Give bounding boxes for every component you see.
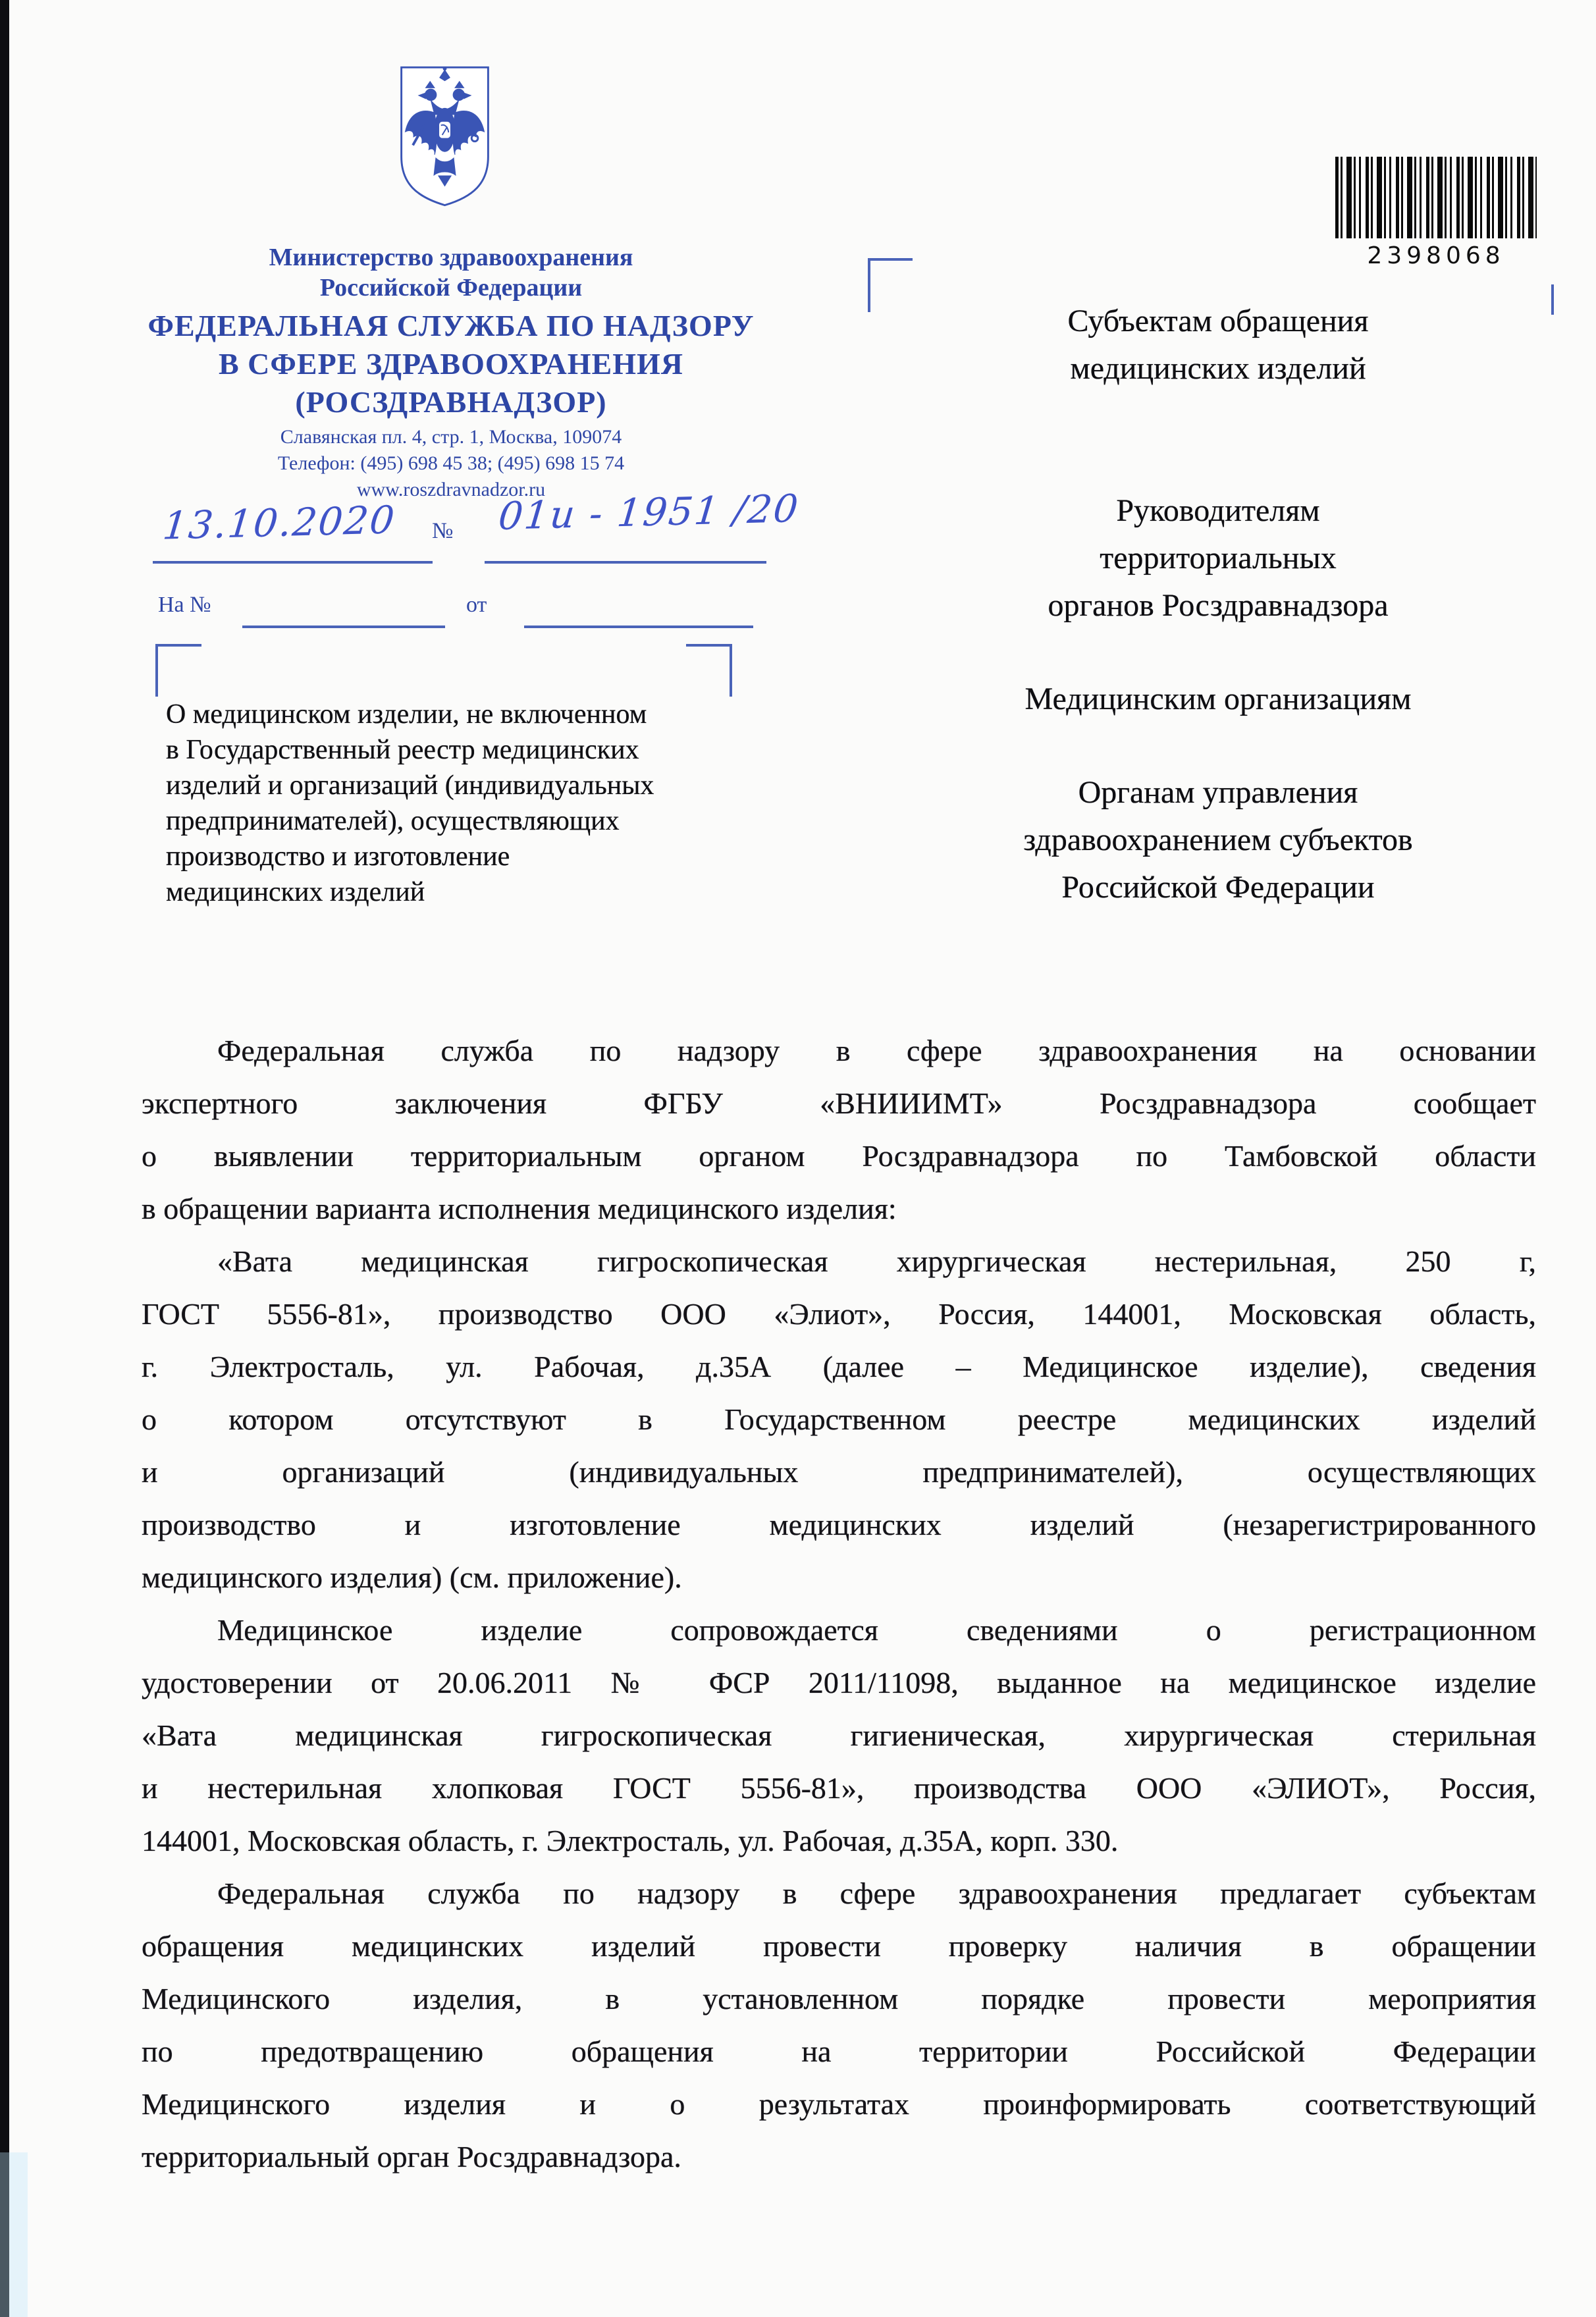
recipient-group-2	[915, 487, 1521, 629]
recipient-group-1	[915, 298, 1521, 392]
subject-line: в Государственный реестр медицинских	[166, 735, 639, 765]
subject-line: О медицинском изделии, не включенном	[166, 699, 647, 730]
body-paragraph	[142, 1604, 1536, 1867]
recipient-group-3	[915, 676, 1521, 723]
body-line: «Вата медицинская гигроскопическая хирургическая нестерильная, 250 г,	[217, 1244, 1536, 1278]
letterhead-ministry	[138, 242, 764, 303]
recipient-line: здравоохранением субъектов	[1023, 822, 1413, 857]
ministry-line-2: Российской Федерации	[319, 274, 583, 302]
recipient-corner-mark	[868, 258, 913, 312]
body-line: г. Электросталь, ул. Рабочая, д.35А (далее – Медицинское изделие), сведения	[142, 1350, 1536, 1383]
reply-to-label: На №	[158, 593, 211, 617]
scan-tint-artifact	[0, 2152, 28, 2317]
body-line: обращения медицинских изделий провести проверку наличия в обращении	[142, 1929, 1536, 1963]
corner-mark-right	[686, 644, 732, 697]
recipient-line: медицинских изделий	[1070, 351, 1366, 386]
handwritten-number: 01и - 1951 /20	[496, 486, 801, 539]
recipient-line: Органам управления	[1078, 775, 1358, 810]
barcode-digits: 2398068	[1367, 242, 1505, 269]
body-paragraph	[142, 1867, 1536, 2183]
body-line: Федеральная служба по надзору в сфере здравоохранения предлагает субъектам	[217, 1877, 1536, 1910]
double-headed-eagle-icon	[394, 61, 496, 211]
recipient-line: Субъектам обращения	[1067, 304, 1369, 338]
handwritten-date: 13.10.2020	[161, 497, 398, 548]
reply-number-blank-underline	[242, 626, 445, 628]
right-edge-tick-mark	[1551, 284, 1554, 315]
service-line-2: В СФЕРЕ ЗДРАВООХРАНЕНИЯ	[219, 347, 683, 381]
letterhead-service-name	[138, 307, 764, 421]
recipient-line: Руководителям	[1116, 493, 1320, 528]
reply-date-blank-underline	[524, 626, 753, 628]
subject-line: изделий и организаций (индивидуальных	[166, 770, 654, 801]
body-line: о выявлении территориальным органом Росздравнадзора по Тамбовской области	[142, 1139, 1536, 1173]
subject-block	[166, 697, 772, 910]
body-line: Медицинского изделия, в установленном порядке провести мероприятия	[142, 1982, 1536, 2015]
body-line: производство и изготовление медицинских изделий (незарегистрированного	[142, 1508, 1536, 1541]
subject-line: предпринимателей), осуществляющих	[166, 806, 620, 836]
letterhead-website: www.roszdravnadzor.ru	[356, 479, 546, 500]
body-line: в обращении варианта исполнения медицинского изделия:	[142, 1192, 897, 1225]
letterhead-address: Славянская пл. 4, стр. 1, Москва, 109074	[280, 426, 622, 448]
body-line: «Вата медицинская гигроскопическая гигиеническая, хирургическая стерильная	[142, 1718, 1536, 1752]
subject-line: медицинских изделий	[166, 877, 425, 907]
number-sign-label: №	[432, 519, 454, 543]
body-line: Медицинское изделие сопровождается сведениями о регистрационном	[217, 1613, 1536, 1647]
recipient-line: Медицинским организациям	[1024, 681, 1412, 716]
number-underline	[485, 561, 766, 564]
body-line: о котором отсутствуют в Государственном реестре медицинских изделий	[142, 1402, 1536, 1436]
barcode	[1335, 157, 1537, 238]
recipient-line: Российской Федерации	[1061, 870, 1375, 905]
body-paragraph	[142, 1235, 1536, 1604]
recipient-line: органов Росздравнадзора	[1048, 588, 1389, 623]
body-line: удостоверении от 20.06.2011 № ФСР 2011/11098, выданное на медицинское изделие	[142, 1666, 1536, 1699]
body-line: Федеральная служба по надзору в сфере здравоохранения на основании	[217, 1034, 1536, 1067]
body-line: и организаций (индивидуальных предпринимателей), осуществляющих	[142, 1455, 1536, 1489]
letter-body	[142, 1025, 1536, 2183]
ministry-line-1: Министерство здравоохранения	[269, 244, 633, 271]
recipient-group-4	[915, 769, 1521, 911]
body-line: 144001, Московская область, г. Электросталь, ул. Рабочая, д.35А, корп. 330.	[142, 1824, 1119, 1857]
body-line: территориальный орган Росздравнадзора.	[142, 2140, 681, 2173]
body-line: ГОСТ 5556-81», производство ООО «Элиот», Россия, 144001, Московская область,	[142, 1297, 1536, 1331]
service-line-1: ФЕДЕРАЛЬНАЯ СЛУЖБА ПО НАДЗОРУ	[147, 309, 755, 342]
body-line: экспертного заключения ФГБУ «ВНИИИМТ» Росздравнадзора сообщает	[142, 1086, 1536, 1120]
recipient-line: территориальных	[1100, 541, 1337, 575]
reply-from-label: от	[466, 593, 487, 617]
body-line: медицинского изделия) (см. приложение).	[142, 1560, 682, 1594]
body-line: по предотвращению обращения на территории Российской Федерации	[142, 2035, 1536, 2068]
body-paragraph	[142, 1025, 1536, 1235]
scan-edge-artifact	[0, 0, 9, 2317]
corner-mark-left	[155, 644, 201, 697]
subject-line: производство и изготовление	[166, 841, 510, 872]
body-line: и нестерильная хлопковая ГОСТ 5556-81», производства ООО «ЭЛИОТ», Россия,	[142, 1771, 1536, 1805]
coat-of-arms-emblem	[394, 61, 496, 211]
letterhead-phone: Телефон: (495) 698 45 38; (495) 698 15 74	[277, 452, 625, 474]
service-line-3: (РОСЗДРАВНАДЗОР)	[295, 385, 607, 419]
body-line: Медицинского изделия и о результатах проинформировать соответствующий	[142, 2087, 1536, 2121]
date-underline	[153, 561, 433, 564]
